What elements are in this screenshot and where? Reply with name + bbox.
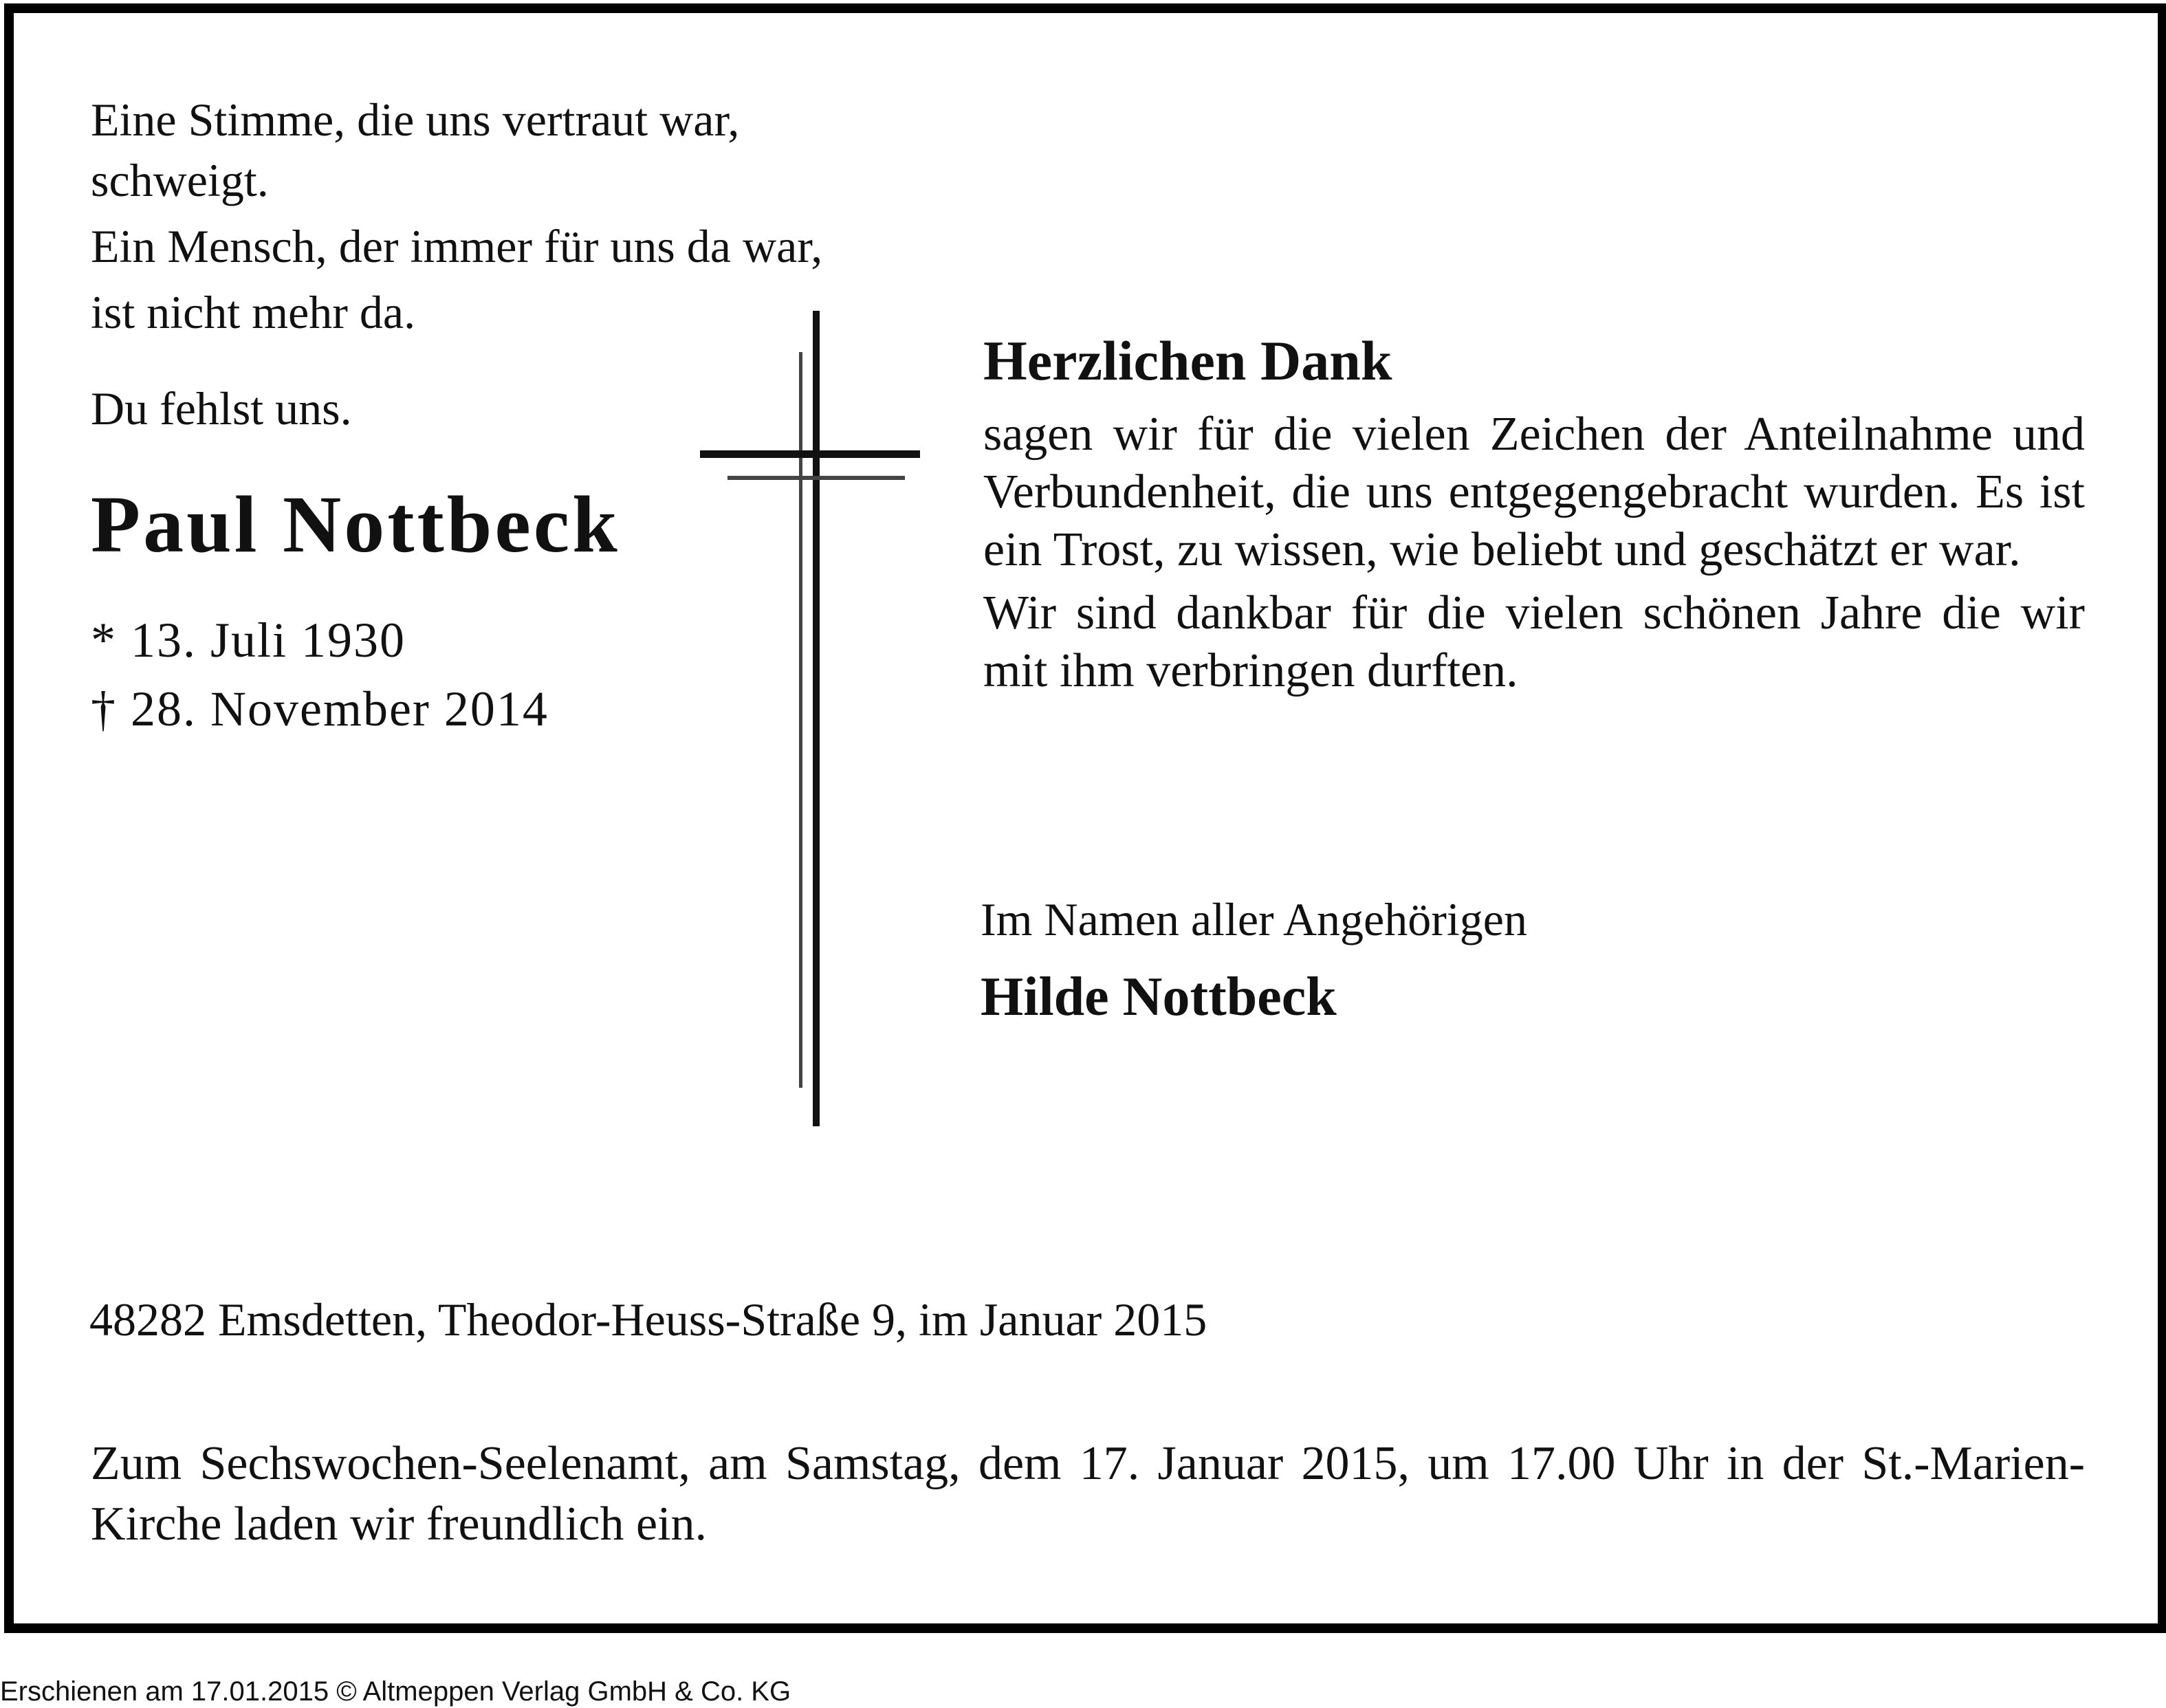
publication-footer: Erschienen am 17.01.2015 © Altmeppen Verlag GmbH & Co. KG (0, 1676, 791, 1707)
thanks-text (983, 406, 2085, 705)
poem-line: Eine Stimme, die uns vertraut war, (91, 94, 740, 146)
signature-intro: Im Namen aller Angehörigen (981, 893, 1527, 945)
invitation-text: Zum Sechswochen-Seelenamt, am Samstag, dem 17. Januar 2015, um 17.00 Uhr in der St.-Marien-Kirche laden wir freundlich ein. (91, 1437, 2085, 1551)
address-line: 48282 Emsdetten, Theodor-Heuss-Straße 9, im Januar 2015 (89, 1293, 1207, 1346)
deceased-name: Paul Nottbeck (91, 479, 620, 569)
thanks-paragraph: sagen wir für die vielen Zeichen der Anteilnahme und Verbundenheit, die uns entgegengebracht wurden. Es ist ein Trost, zu wissen, wie beliebt und geschätzt er war. (983, 408, 2085, 576)
signature-name: Hilde Nottbeck (981, 967, 1337, 1027)
poem-line: ist nicht mehr da. (91, 286, 416, 338)
poem-line: schweigt. (91, 154, 269, 206)
birth-date: * 13. Juli 1930 (91, 613, 406, 668)
thanks-title: Herzlichen Dank (983, 329, 1392, 392)
poem-line: Ein Mensch, der immer für uns da war, (91, 220, 823, 272)
death-date: † 28. November 2014 (91, 681, 549, 736)
thanks-paragraph: Wir sind dankbar für die vielen schönen Jahre die wir mit ihm verbringen durften. (983, 587, 2085, 697)
poem-block (91, 89, 822, 342)
poem-closing: Du fehlst uns. (91, 382, 352, 435)
